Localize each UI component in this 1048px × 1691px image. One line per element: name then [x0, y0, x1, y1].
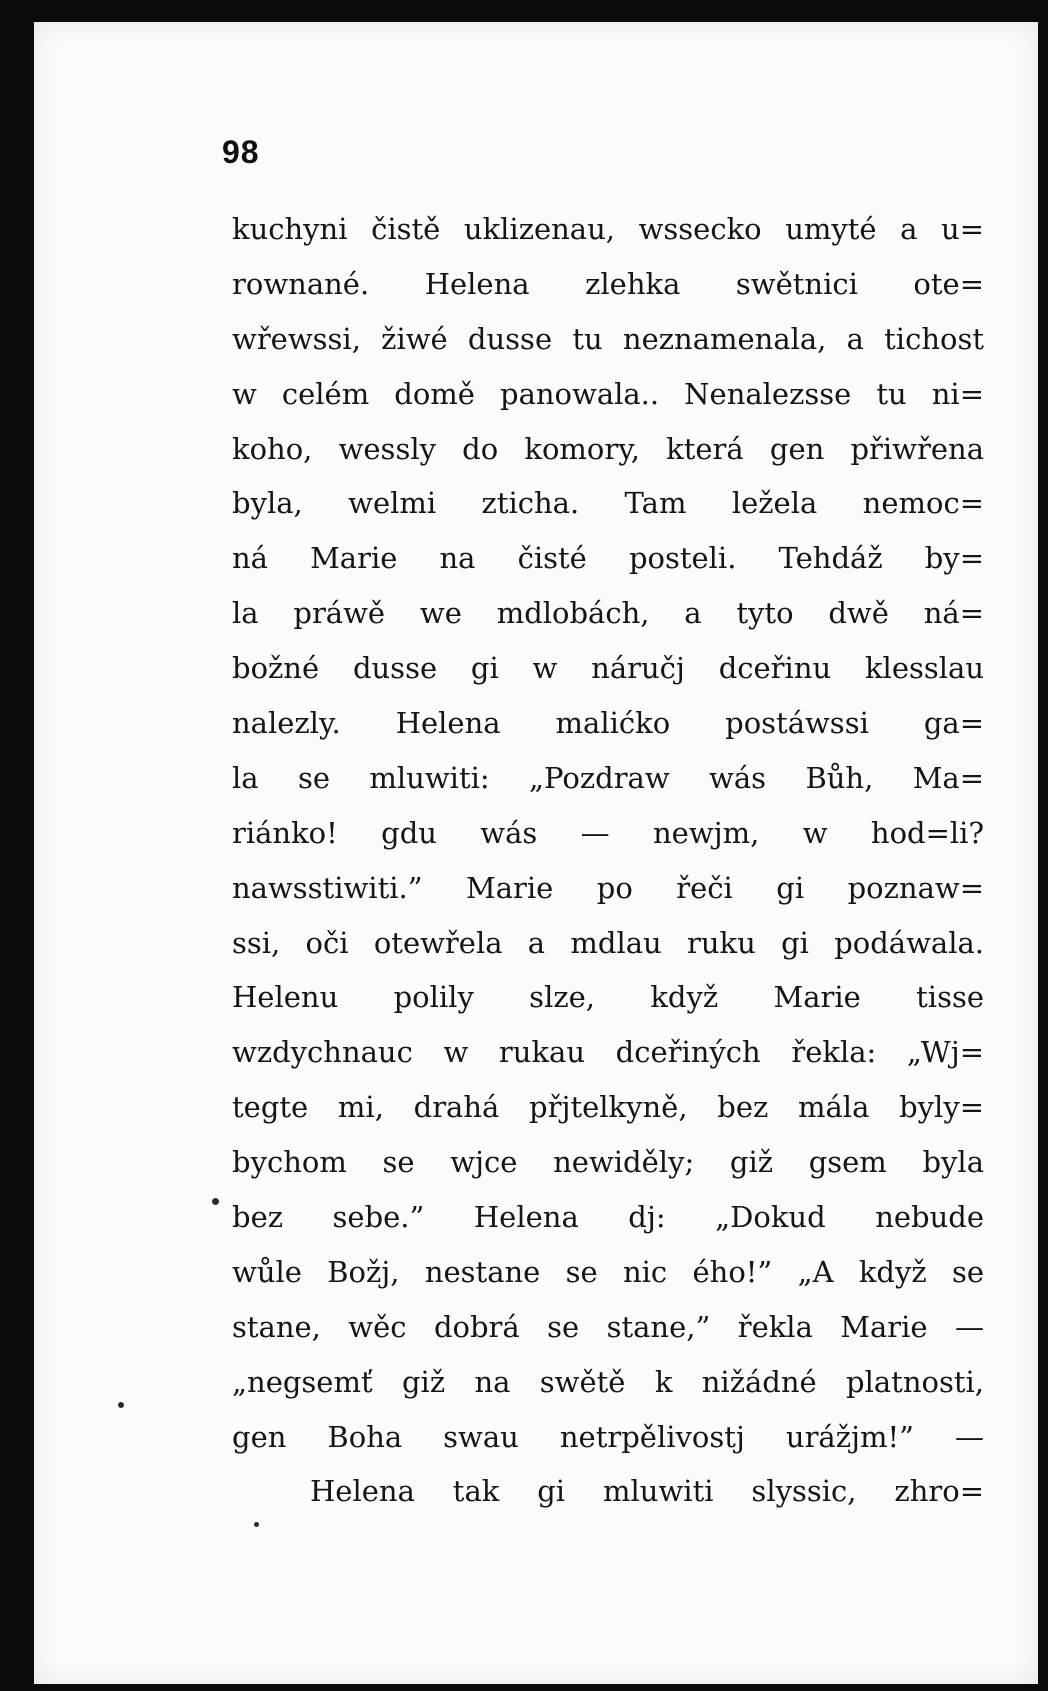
text-line: nawsstiwiti.” Marie po řeči gi poznaw=: [232, 870, 984, 905]
text-line: nalezly. Helena malićko postáwssi ga=: [232, 706, 984, 741]
text-line: ssi, oči otewřela a mdlau ruku gi podáwala.: [232, 925, 984, 960]
text-line: riánko! gdu wás — newjm, w hod=li?: [232, 815, 984, 850]
body-text: [232, 202, 984, 1519]
text-line: stane, wěc dobrá se stane,” řekla Marie —: [232, 1309, 984, 1344]
ink-speck: [118, 1402, 124, 1408]
text-line: wzdychnauc w rukau dceřiných řekla: „Wj=: [232, 1035, 984, 1070]
text-line: tegte mi, drahá přjtelkyně, bez mála byly=: [232, 1090, 984, 1125]
text-line: w celém domě panowala.. Nenalezsse tu ni=: [232, 376, 984, 411]
text-line: la se mluwiti: „Pozdraw wás Bůh, Ma=: [232, 760, 984, 795]
text-line: bez sebe.” Helena dj: „Dokud nebude: [232, 1200, 984, 1235]
page-number: 98: [222, 134, 260, 170]
text-line: Helenu polily slze, když Marie tisse: [232, 980, 984, 1015]
text-line: božné dusse gi w náručj dceřinu klesslau: [232, 651, 984, 686]
text-line: ná Marie na čisté posteli. Tehdáž by=: [232, 541, 984, 576]
ink-speck: [212, 1198, 219, 1205]
text-line: gen Boha swau netrpělivostj urážjm!” —: [232, 1419, 984, 1454]
text-line: wřewssi, žiwé dusse tu neznamenala, a tichost: [232, 321, 984, 356]
text-line: byla, welmi zticha. Tam ležela nemoc=: [232, 486, 984, 521]
text-line: bychom se wjce newiděly; giž gsem byla: [232, 1145, 984, 1180]
text-line: rownané. Helena zlehka swětnici ote=: [232, 266, 984, 301]
text-line: wůle Božj, nestane se nic ého!” „A když se: [232, 1254, 984, 1289]
text-line: kuchyni čistě uklizenau, wssecko umyté a u=: [232, 212, 984, 246]
ink-speck: [254, 1522, 259, 1527]
text-line: koho, wessly do komory, která gen přiwřena: [232, 431, 984, 466]
text-line: la práwě we mdlobách, a tyto dwě ná=: [232, 596, 984, 631]
text-line: „negsemť giž na swětě k nižádné platnosti,: [232, 1364, 984, 1399]
text-line: Helena tak gi mluwiti slyssic, zhro=: [310, 1474, 984, 1509]
